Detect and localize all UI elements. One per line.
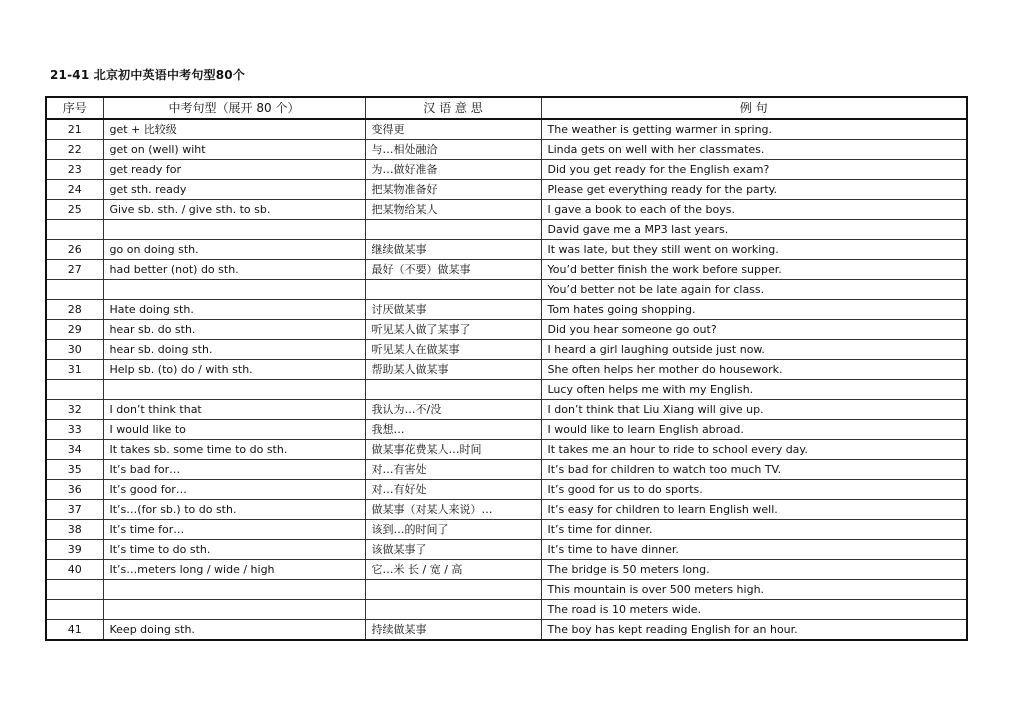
cell-example: You’d better not be late again for class.	[541, 280, 967, 300]
cell-number: 22	[46, 140, 103, 160]
cell-meaning: 它…米 长 / 宽 / 高	[365, 560, 541, 580]
cell-meaning	[365, 380, 541, 400]
table-row	[46, 440, 967, 460]
cell-pattern: Hate doing sth.	[103, 300, 365, 320]
cell-pattern: It’s…(for sb.) to do sth.	[103, 500, 365, 520]
cell-example: It was late, but they still went on working.	[541, 240, 967, 260]
cell-number: 36	[46, 480, 103, 500]
table-row	[46, 160, 967, 180]
table-row	[46, 460, 967, 480]
table-row	[46, 119, 967, 140]
cell-number: 21	[46, 119, 103, 140]
cell-meaning: 我想…	[365, 420, 541, 440]
cell-meaning: 为…做好准备	[365, 160, 541, 180]
cell-example: It’s easy for children to learn English well.	[541, 500, 967, 520]
cell-example: Did you get ready for the English exam?	[541, 160, 967, 180]
cell-meaning: 我认为…不/没	[365, 400, 541, 420]
cell-number: 37	[46, 500, 103, 520]
cell-pattern: had better (not) do sth.	[103, 260, 365, 280]
cell-number: 41	[46, 620, 103, 641]
table-row	[46, 380, 967, 400]
cell-number: 31	[46, 360, 103, 380]
cell-example: You’d better finish the work before supper.	[541, 260, 967, 280]
table-row	[46, 620, 967, 641]
cell-pattern: get on (well) wiht	[103, 140, 365, 160]
cell-number	[46, 580, 103, 600]
cell-example: Please get everything ready for the party.	[541, 180, 967, 200]
table-row	[46, 600, 967, 620]
cell-meaning: 该做某事了	[365, 540, 541, 560]
cell-meaning: 做某事花费某人…时间	[365, 440, 541, 460]
table-row	[46, 320, 967, 340]
cell-example: I would like to learn English abroad.	[541, 420, 967, 440]
cell-number: 39	[46, 540, 103, 560]
cell-meaning	[365, 220, 541, 240]
table-row	[46, 220, 967, 240]
cell-meaning	[365, 280, 541, 300]
cell-example: It takes me an hour to ride to school every day.	[541, 440, 967, 460]
cell-number: 28	[46, 300, 103, 320]
cell-pattern: Help sb. (to) do / with sth.	[103, 360, 365, 380]
cell-example: The bridge is 50 meters long.	[541, 560, 967, 580]
table-row	[46, 280, 967, 300]
cell-pattern: get + 比较级	[103, 119, 365, 140]
cell-pattern: get ready for	[103, 160, 365, 180]
document-title: 21-41 北京初中英语中考句型80个	[50, 68, 246, 82]
cell-meaning: 持续做某事	[365, 620, 541, 641]
cell-example: I don’t think that Liu Xiang will give up.	[541, 400, 967, 420]
cell-meaning	[365, 600, 541, 620]
cell-number: 40	[46, 560, 103, 580]
cell-example: She often helps her mother do housework.	[541, 360, 967, 380]
cell-example: The road is 10 meters wide.	[541, 600, 967, 620]
cell-example: The weather is getting warmer in spring.	[541, 119, 967, 140]
header-pattern: 中考句型（展开 80 个）	[103, 97, 365, 119]
cell-meaning: 与…相处融洽	[365, 140, 541, 160]
cell-pattern	[103, 220, 365, 240]
cell-number: 38	[46, 520, 103, 540]
cell-example: Tom hates going shopping.	[541, 300, 967, 320]
cell-number: 23	[46, 160, 103, 180]
cell-number: 27	[46, 260, 103, 280]
table-row	[46, 300, 967, 320]
cell-meaning: 讨厌做某事	[365, 300, 541, 320]
cell-number: 34	[46, 440, 103, 460]
cell-pattern: hear sb. do sth.	[103, 320, 365, 340]
cell-example: It’s time for dinner.	[541, 520, 967, 540]
cell-pattern	[103, 580, 365, 600]
cell-meaning: 听见某人做了某事了	[365, 320, 541, 340]
table-row	[46, 260, 967, 280]
cell-meaning: 继续做某事	[365, 240, 541, 260]
cell-pattern: It’s time for…	[103, 520, 365, 540]
cell-meaning: 把某物给某人	[365, 200, 541, 220]
cell-meaning: 该到…的时间了	[365, 520, 541, 540]
table-row	[46, 360, 967, 380]
table-row	[46, 420, 967, 440]
cell-meaning: 最好（不要）做某事	[365, 260, 541, 280]
cell-pattern: It takes sb. some time to do sth.	[103, 440, 365, 460]
table-body	[46, 119, 967, 640]
cell-meaning: 听见某人在做某事	[365, 340, 541, 360]
table-row	[46, 200, 967, 220]
cell-number: 30	[46, 340, 103, 360]
table-row	[46, 480, 967, 500]
cell-pattern: go on doing sth.	[103, 240, 365, 260]
cell-number: 35	[46, 460, 103, 480]
cell-pattern: It’s time to do sth.	[103, 540, 365, 560]
table-row	[46, 520, 967, 540]
table-row	[46, 500, 967, 520]
table-header-row	[46, 97, 967, 119]
cell-number: 24	[46, 180, 103, 200]
cell-pattern	[103, 280, 365, 300]
cell-meaning: 变得更	[365, 119, 541, 140]
table-row	[46, 400, 967, 420]
table-row	[46, 180, 967, 200]
cell-pattern	[103, 600, 365, 620]
cell-pattern: It’s good for…	[103, 480, 365, 500]
cell-example: I gave a book to each of the boys.	[541, 200, 967, 220]
cell-number: 25	[46, 200, 103, 220]
cell-example: This mountain is over 500 meters high.	[541, 580, 967, 600]
cell-pattern: It’s bad for…	[103, 460, 365, 480]
cell-example: I heard a girl laughing outside just now.	[541, 340, 967, 360]
header-number: 序号	[46, 97, 103, 119]
header-meaning: 汉 语 意 思	[365, 97, 541, 119]
cell-number	[46, 220, 103, 240]
sentence-pattern-table	[45, 96, 968, 641]
cell-meaning: 做某事（对某人来说）…	[365, 500, 541, 520]
cell-pattern: get sth. ready	[103, 180, 365, 200]
cell-number	[46, 600, 103, 620]
cell-pattern: I would like to	[103, 420, 365, 440]
cell-meaning: 对…有好处	[365, 480, 541, 500]
cell-pattern: It’s…meters long / wide / high	[103, 560, 365, 580]
cell-example: Linda gets on well with her classmates.	[541, 140, 967, 160]
cell-example: It’s time to have dinner.	[541, 540, 967, 560]
cell-example: David gave me a MP3 last years.	[541, 220, 967, 240]
cell-pattern: Give sb. sth. / give sth. to sb.	[103, 200, 365, 220]
cell-pattern	[103, 380, 365, 400]
table-row	[46, 140, 967, 160]
cell-number: 29	[46, 320, 103, 340]
cell-number: 32	[46, 400, 103, 420]
cell-number	[46, 280, 103, 300]
cell-example: Did you hear someone go out?	[541, 320, 967, 340]
cell-meaning: 对…有害处	[365, 460, 541, 480]
cell-number: 26	[46, 240, 103, 260]
cell-meaning: 帮助某人做某事	[365, 360, 541, 380]
cell-pattern: hear sb. doing sth.	[103, 340, 365, 360]
header-example: 例 句	[541, 97, 967, 119]
table-row	[46, 340, 967, 360]
cell-number	[46, 380, 103, 400]
table-row	[46, 560, 967, 580]
cell-meaning: 把某物准备好	[365, 180, 541, 200]
cell-meaning	[365, 580, 541, 600]
table-row	[46, 540, 967, 560]
cell-pattern: Keep doing sth.	[103, 620, 365, 641]
cell-example: Lucy often helps me with my English.	[541, 380, 967, 400]
cell-example: It’s bad for children to watch too much TV.	[541, 460, 967, 480]
cell-number: 33	[46, 420, 103, 440]
cell-pattern: I don’t think that	[103, 400, 365, 420]
table-row	[46, 240, 967, 260]
cell-example: It’s good for us to do sports.	[541, 480, 967, 500]
table-row	[46, 580, 967, 600]
cell-example: The boy has kept reading English for an hour.	[541, 620, 967, 641]
